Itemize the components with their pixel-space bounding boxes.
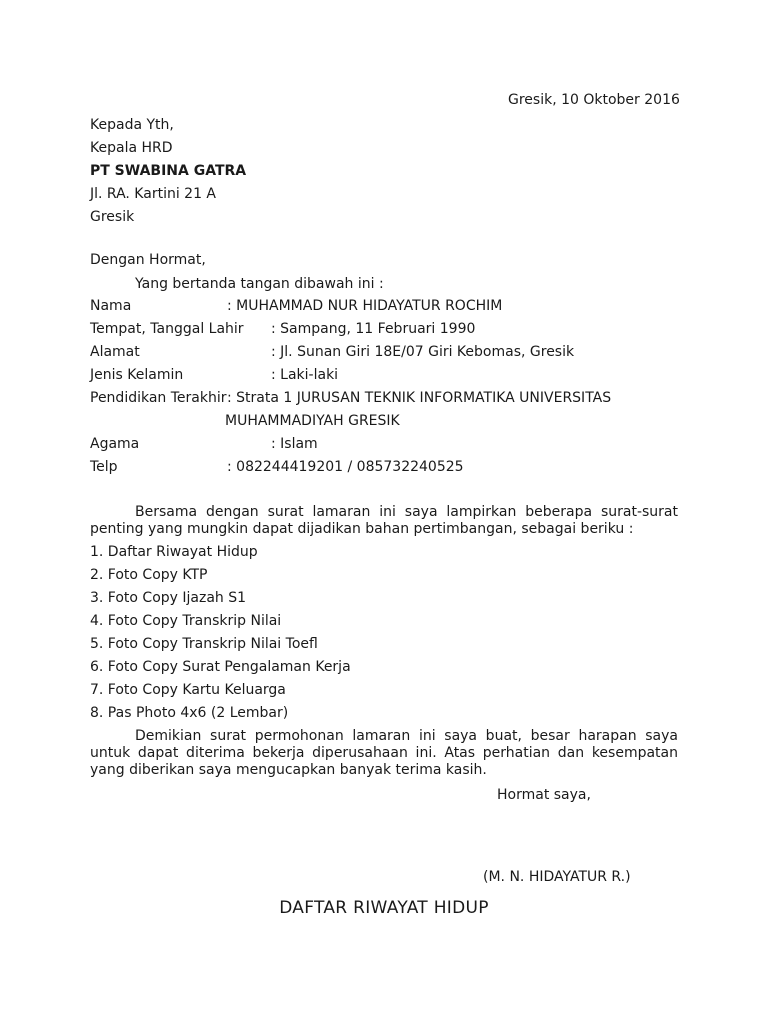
field-value: : Strata 1 JURUSAN TEKNIK INFORMATIKA UNIVERSITAS	[227, 390, 612, 406]
recipient-city: Gresik	[90, 209, 135, 225]
field-label: Alamat	[90, 344, 140, 360]
recipient-company: PT SWABINA GATRA	[90, 163, 247, 179]
body-paragraph-text: Bersama dengan surat lamaran ini saya lampirkan beberapa surat-surat penting yang mungkin dapat dijadikan bahan pertimbangan, sebagai beriku :	[90, 504, 678, 537]
intro-line: Yang bertanda tangan dibawah ini :	[135, 276, 384, 292]
list-item: 7. Foto Copy Kartu Keluarga	[90, 682, 286, 698]
field-label: Telp	[90, 459, 118, 475]
field-value: : Sampang, 11 Februari 1990	[271, 321, 476, 337]
list-item: 5. Foto Copy Transkrip Nilai Toefl	[90, 636, 318, 652]
body-paragraph	[90, 504, 678, 538]
field-value: : Laki-laki	[271, 367, 339, 383]
sign-off: Hormat saya,	[497, 787, 591, 803]
field-label: Jenis Kelamin	[90, 367, 184, 383]
field-value-continuation: MUHAMMADIYAH GRESIK	[225, 413, 400, 429]
greeting: Dengan Hormat,	[90, 252, 206, 268]
field-label: Nama	[90, 298, 132, 314]
recipient-street: Jl. RA. Kartini 21 A	[90, 186, 217, 202]
recipient-position: Kepala HRD	[90, 140, 173, 156]
list-item: 1. Daftar Riwayat Hidup	[90, 544, 258, 560]
place-date: Gresik, 10 Oktober 2016	[508, 92, 680, 108]
recipient-salutation: Kepada Yth,	[90, 117, 174, 133]
closing-paragraph	[90, 728, 678, 779]
list-item: 3. Foto Copy Ijazah S1	[90, 590, 247, 606]
field-value: : MUHAMMAD NUR HIDAYATUR ROCHIM	[227, 298, 503, 314]
field-value: : Jl. Sunan Giri 18E/07 Giri Kebomas, Gresik	[271, 344, 575, 360]
list-item: 8. Pas Photo 4x6 (2 Lembar)	[90, 705, 289, 721]
list-item: 2. Foto Copy KTP	[90, 567, 208, 583]
field-label: Agama	[90, 436, 140, 452]
list-item: 4. Foto Copy Transkrip Nilai	[90, 613, 282, 629]
field-label: Pendidikan Terakhir	[90, 390, 227, 406]
section-title: DAFTAR RIWAYAT HIDUP	[279, 898, 489, 918]
field-label: Tempat, Tanggal Lahir	[90, 321, 244, 337]
signature-name: (M. N. HIDAYATUR R.)	[483, 869, 631, 885]
closing-paragraph-text: Demikian surat permohonan lamaran ini saya buat, besar harapan saya untuk dapat diterima bekerja diperusahaan ini. Atas perhatian dan kesempatan yang diberikan saya mengucapkan banyak terima kasih.	[90, 728, 678, 778]
field-value: : Islam	[271, 436, 318, 452]
list-item: 6. Foto Copy Surat Pengalaman Kerja	[90, 659, 351, 675]
field-value: : 082244419201 / 085732240525	[227, 459, 464, 475]
